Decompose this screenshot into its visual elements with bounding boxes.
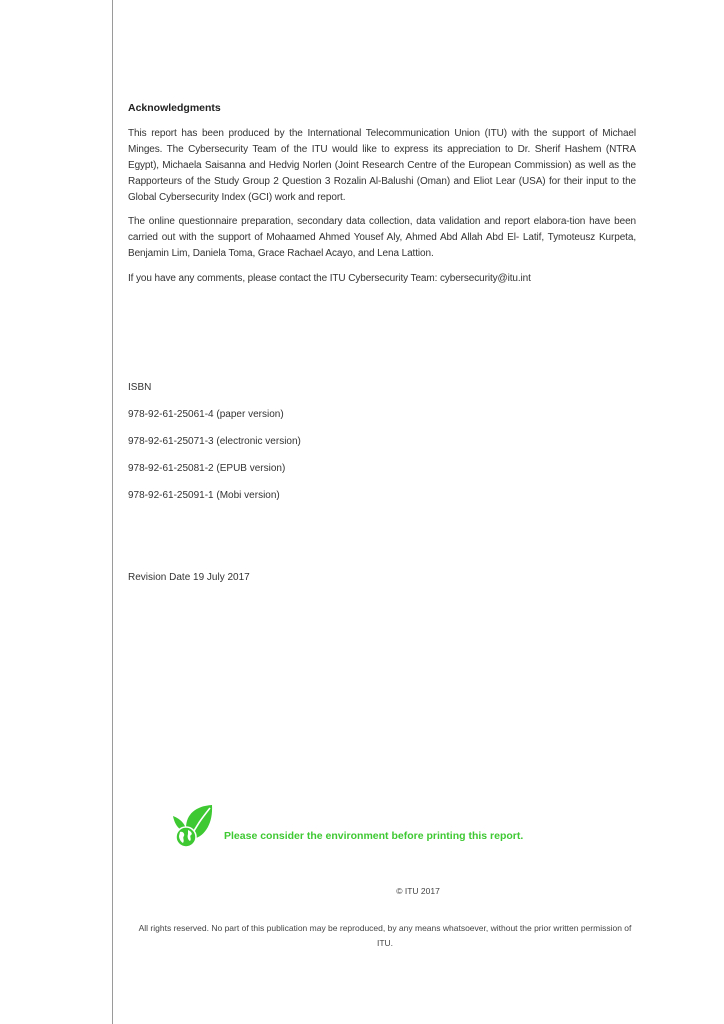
isbn-label: ISBN <box>128 382 152 393</box>
acknowledgments-heading: Acknowledgments <box>128 102 221 114</box>
page-margin-line <box>112 0 113 1024</box>
revision-date: Revision Date 19 July 2017 <box>128 572 250 583</box>
isbn-electronic: 978-92-61-25071-3 (electronic version) <box>128 436 301 447</box>
isbn-mobi: 978-92-61-25091-1 (Mobi version) <box>128 490 280 501</box>
leaf-globe-icon <box>172 804 214 850</box>
acknowledgments-paragraph-2: The online questionnaire preparation, secondary data collection, data validation and report elabora-tion have been carried out with the support of Mohaamed Ahmed Yousef Aly, Ahmed Abd Allah Abd El- Latif, Tymoteusz Kurpeta, Benjamin Lim, Daniela Toma, Grace Rachael Acayo, and Lena Lattion. <box>128 216 636 259</box>
acknowledgments-paragraph-1: This report has been produced by the International Telecommunication Union (ITU) with the support of Michael Minges. The Cybersecurity Team of the ITU would like to express its appreciation to Dr. Sherif Hashem (NTRA Egypt), Michaela Saisanna and Hedvig Norlen (Joint Research Centre of the European Commission) as well as the Rapporteurs of the Study Group 2 Question 3 Rozalin Al-Balushi (Oman) and Eliot Lear (USA) for their input to the Global Cybersecurity Index (GCI) work and report. <box>128 128 636 203</box>
copyright: © ITU 2017 <box>396 886 440 896</box>
acknowledgments-contact: If you have any comments, please contact the ITU Cybersecurity Team: cybersecurity@itu.int <box>128 273 531 284</box>
environment-notice: Please consider the environment before printing this report. <box>224 830 524 842</box>
rights-notice: All rights reserved. No part of this publication may be reproduced, by any means whatsoever, without the prior written permission of ITU. <box>138 923 632 948</box>
isbn-epub: 978-92-61-25081-2 (EPUB version) <box>128 463 286 474</box>
isbn-paper: 978-92-61-25061-4 (paper version) <box>128 409 284 420</box>
